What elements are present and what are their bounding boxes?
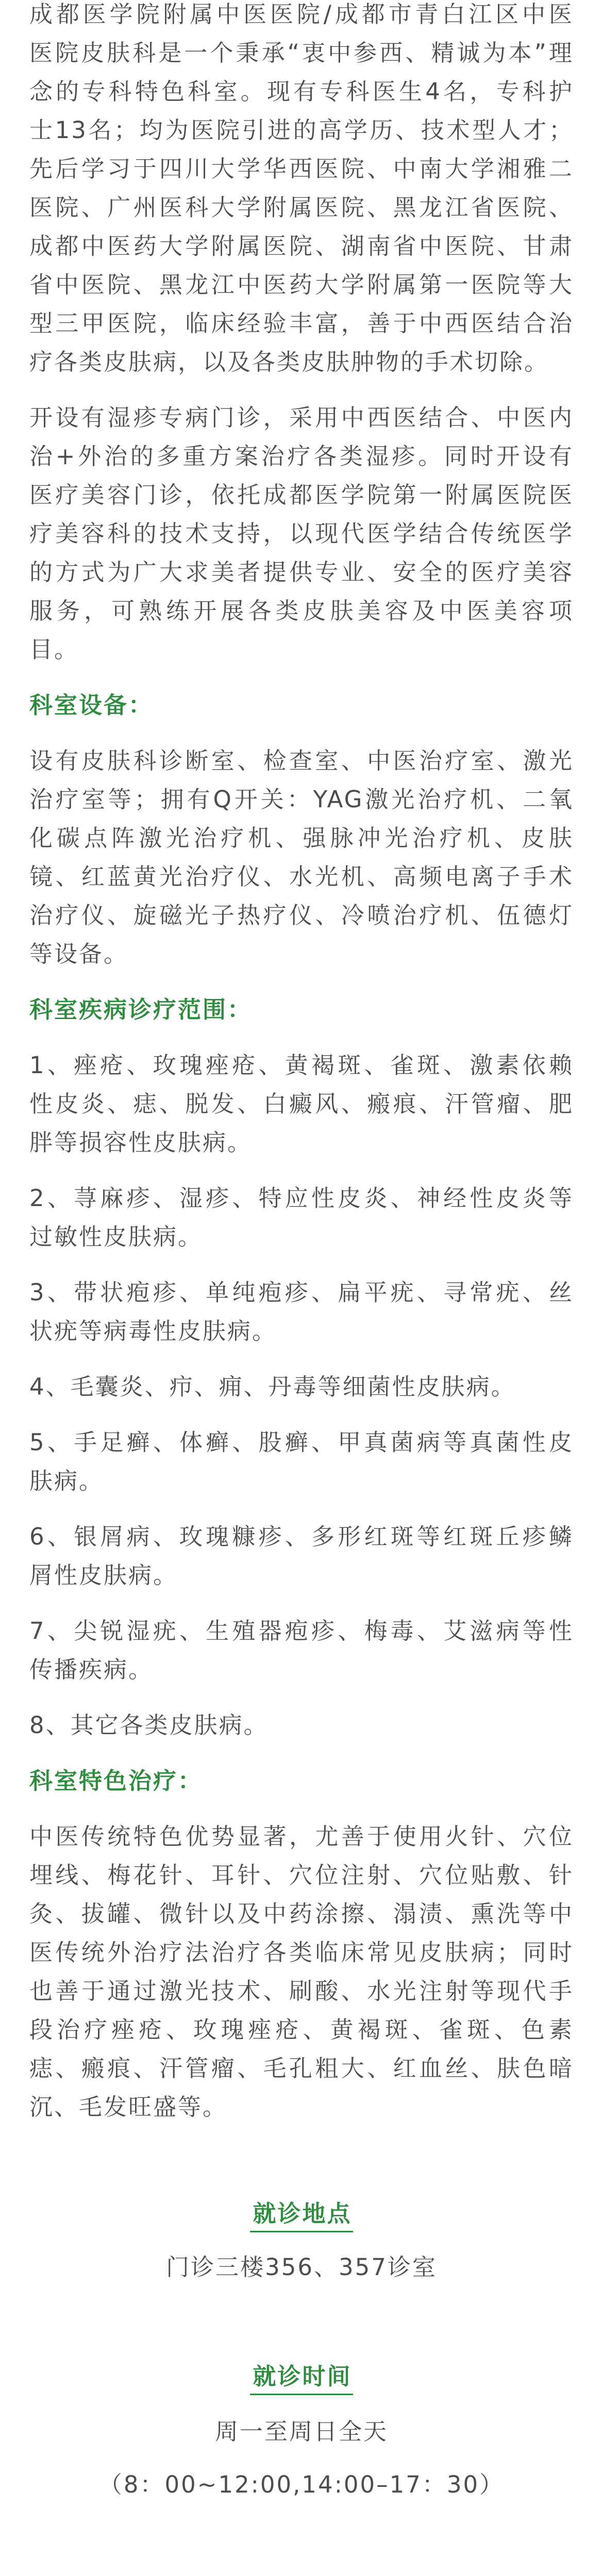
location-title-row: [29, 2197, 574, 2232]
text-line: 1、痤疮、玫瑰痤疮、黄褐斑、雀斑、激素依赖: [29, 1052, 574, 1079]
scope-item-3: [29, 1273, 574, 1350]
text-line: 镜、红蓝黄光治疗仪、水光机、高频电离子手术: [29, 863, 574, 890]
scope-heading: 科室疾病诊疗范围：: [29, 996, 253, 1023]
text-line: 医传统外治疗法治疗各类临床常见皮肤病；同时: [29, 1939, 574, 1966]
text-line: 5、手足癣、体癣、股癣、甲真菌病等真菌性皮: [29, 1429, 574, 1456]
text-line: 目。: [29, 636, 79, 663]
visit-info: [29, 2197, 574, 2576]
equipment-paragraph: [29, 741, 574, 973]
text-line: 先后学习于四川大学华西医院、中南大学湘雅二: [29, 155, 574, 182]
scope-item-4: [29, 1367, 574, 1406]
text-line: 成都医学院附属中医医院/成都市青白江区中医: [29, 1, 574, 28]
text-line: 段治疗痤疮、玫瑰痤疮、黄褐斑、雀斑、色素: [29, 2016, 574, 2043]
scope-item-6: [29, 1517, 574, 1595]
location-group: [29, 2197, 574, 2286]
location-title: 就诊地点: [250, 2197, 353, 2232]
text-line: 沉、毛发旺盛等。: [29, 2093, 228, 2121]
text-line: 疗美容科的技术支持，以现代医学结合传统医学: [29, 520, 574, 547]
text-line: 医院皮肤科是一个秉承“衷中参西、精诚为本”理: [29, 39, 574, 66]
text-line: 等设备。: [29, 940, 129, 968]
text-line: 的方式为广大求美者提供专业、安全的医疗美容: [29, 558, 574, 586]
text-line: 3、带状疱疹、单纯疱疹、扁平疣、寻常疣、丝: [29, 1279, 574, 1306]
intro-paragraph-1: [29, 0, 574, 381]
text-line: 省中医院、黑龙江中医药大学附属第一医院等大: [29, 271, 574, 298]
text-line: 传播疾病。: [29, 1656, 154, 1683]
text-line: 治+外治的多重方案治疗各类湿疹。同时开设有: [29, 443, 574, 470]
special-treatment-heading: 科室特色治疗：: [29, 1767, 203, 1794]
text-line: 医疗美容门诊，依托成都医学院第一附属医院医: [29, 481, 574, 509]
text-line: 服务，可熟练开展各类皮肤美容及中医美容项: [29, 597, 574, 624]
equipment-heading: 科室设备：: [29, 691, 154, 719]
text-line: 埋线、梅花针、耳针、穴位注射、穴位贴敷、针: [29, 1861, 574, 1889]
text-line: 肤病。: [29, 1467, 104, 1495]
text-line: 6、银屑病、玫瑰糠疹、多形红斑等红斑丘疹鳞: [29, 1523, 574, 1550]
text-line: 灸、拔罐、微针以及中药涂擦、溻渍、熏洗等中: [29, 1900, 574, 1927]
text-line: 2、荨麻疹、湿疹、特应性皮炎、神经性皮炎等: [29, 1184, 574, 1212]
text-line: 念的专科特色科室。现有专科医生4名，专科护: [29, 78, 574, 105]
text-line: 胖等损容性皮肤病。: [29, 1129, 253, 1156]
text-line: 7、尖锐湿疣、生殖器疱疹、梅毒、艾滋病等性: [29, 1617, 574, 1645]
hours-title-row: [29, 2360, 574, 2395]
hours-days: 周一至周日全天: [214, 2418, 388, 2445]
text-line: 化碳点阵激光治疗机、强脉冲光治疗机、皮肤: [29, 824, 574, 852]
text-line: 设有皮肤科诊断室、检查室、中医治疗室、激光: [29, 747, 574, 774]
text-line: 4、毛囊炎、疖、痈、丹毒等细菌性皮肤病。: [29, 1373, 516, 1400]
text-line: 8、其它各类皮肤病。: [29, 1711, 269, 1739]
hours-time: （8：00~12:00,14:00–17：30）: [98, 2471, 505, 2498]
text-line: 医院、广州医科大学附属医院、黑龙江省医院、: [29, 194, 574, 221]
text-line: 状疣等病毒性皮肤病。: [29, 1317, 277, 1345]
scope-item-8: [29, 1706, 574, 1744]
scope-item-5: [29, 1423, 574, 1500]
intro-paragraph-2: [29, 398, 574, 669]
text-line: 士13名；均为医院引进的高学历、技术型人才；: [29, 116, 574, 144]
hours-title: 就诊时间: [250, 2360, 353, 2395]
text-line: 性皮炎、痣、脱发、白癜风、瘢痕、汗管瘤、肥: [29, 1090, 574, 1117]
text-line: 也善于通过激光技术、刷酸、水光注射等现代手: [29, 1977, 574, 2005]
text-line: 治疗仪、旋磁光子热疗仪、冷喷治疗机、伍德灯: [29, 902, 574, 929]
text-line: 型三甲医院，临床经验丰富，善于中西医结合治: [29, 310, 574, 337]
scope-item-1: [29, 1046, 574, 1162]
hours-group: [29, 2360, 574, 2504]
text-line: 治疗室等；拥有Q开关：YAG激光治疗机、二氧: [29, 786, 574, 813]
text-line: 中医传统特色优势显著，尤善于使用火针、穴位: [29, 1823, 574, 1850]
text-line: 成都中医药大学附属医院、湖南省中医院、甘肃: [29, 232, 574, 260]
text-line: 痣、瘢痕、汗管瘤、毛孔粗大、红血丝、肤色暗: [29, 2055, 574, 2082]
scope-item-7: [29, 1612, 574, 1689]
text-line: 屑性皮肤病。: [29, 1562, 178, 1589]
scope-item-2: [29, 1179, 574, 1256]
text-line: 疗各类皮肤病，以及各类皮肤肿物的手术切除。: [29, 348, 549, 376]
text-line: 过敏性皮肤病。: [29, 1223, 203, 1250]
special-treatment-paragraph: [29, 1817, 574, 2126]
text-line: 开设有湿疹专病门诊，采用中西医结合、中医内: [29, 404, 574, 431]
location-value: 门诊三楼356、357诊室: [166, 2253, 437, 2281]
